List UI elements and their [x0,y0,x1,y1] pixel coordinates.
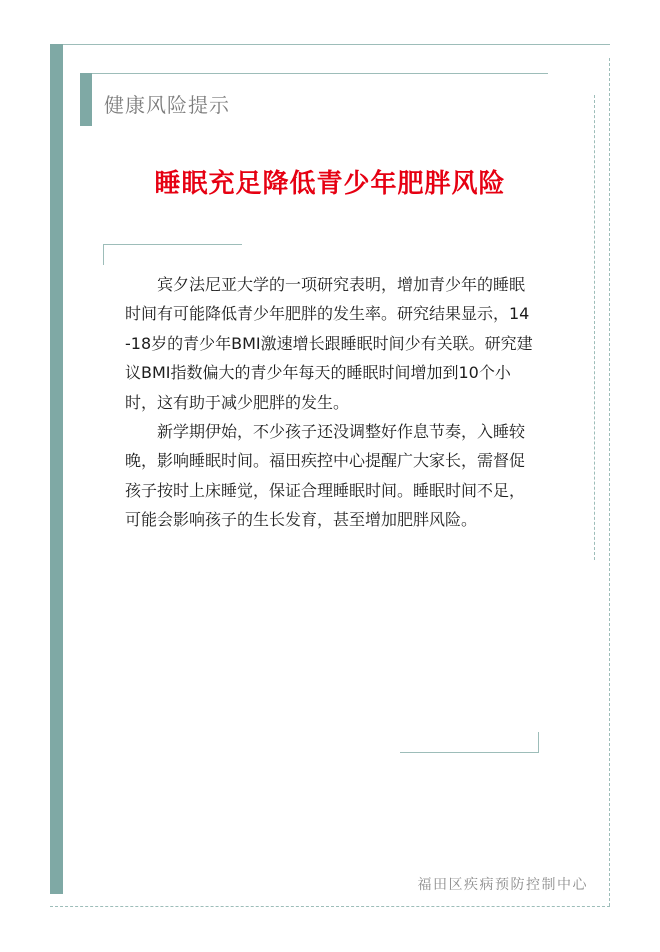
article-paragraph-1: 宾夕法尼亚大学的一项研究表明，增加青少年的睡眠时间有可能降低青少年肥胖的发生率。研究结果显示，14-18岁的青少年BMI激速增长跟睡眠时间少有关联。研究建议BMI指数偏大的青少年每天的睡眠时间增加到10个小时，这有助于减少肥胖的发生。 [125,275,533,412]
article-title: 睡眠充足降低青少年肥胖风险 [154,169,506,199]
article-body [125,270,535,535]
outer-frame-bottom-dashed-line [50,906,610,907]
section-header-label: 健康风险提示 [104,93,230,117]
header-accent-bar [80,73,92,126]
footer-organization-name: 福田区疾病预防控制中心 [417,877,588,893]
inner-frame-top-line [80,73,548,74]
top-left-corner-bracket [103,244,242,265]
article-paragraph-2: 新学期伊始，不少孩子还没调整好作息节奏，入睡较晚，影响睡眠时间。福田疾控中心提醒广大家长，需督促孩子按时上床睡觉，保证合理睡眠时间。睡眠时间不足，可能会影响孩子的生长发育，甚至增加肥胖风险。 [125,422,526,530]
outer-frame-top-line [50,44,610,45]
bottom-right-corner-bracket [400,732,539,753]
